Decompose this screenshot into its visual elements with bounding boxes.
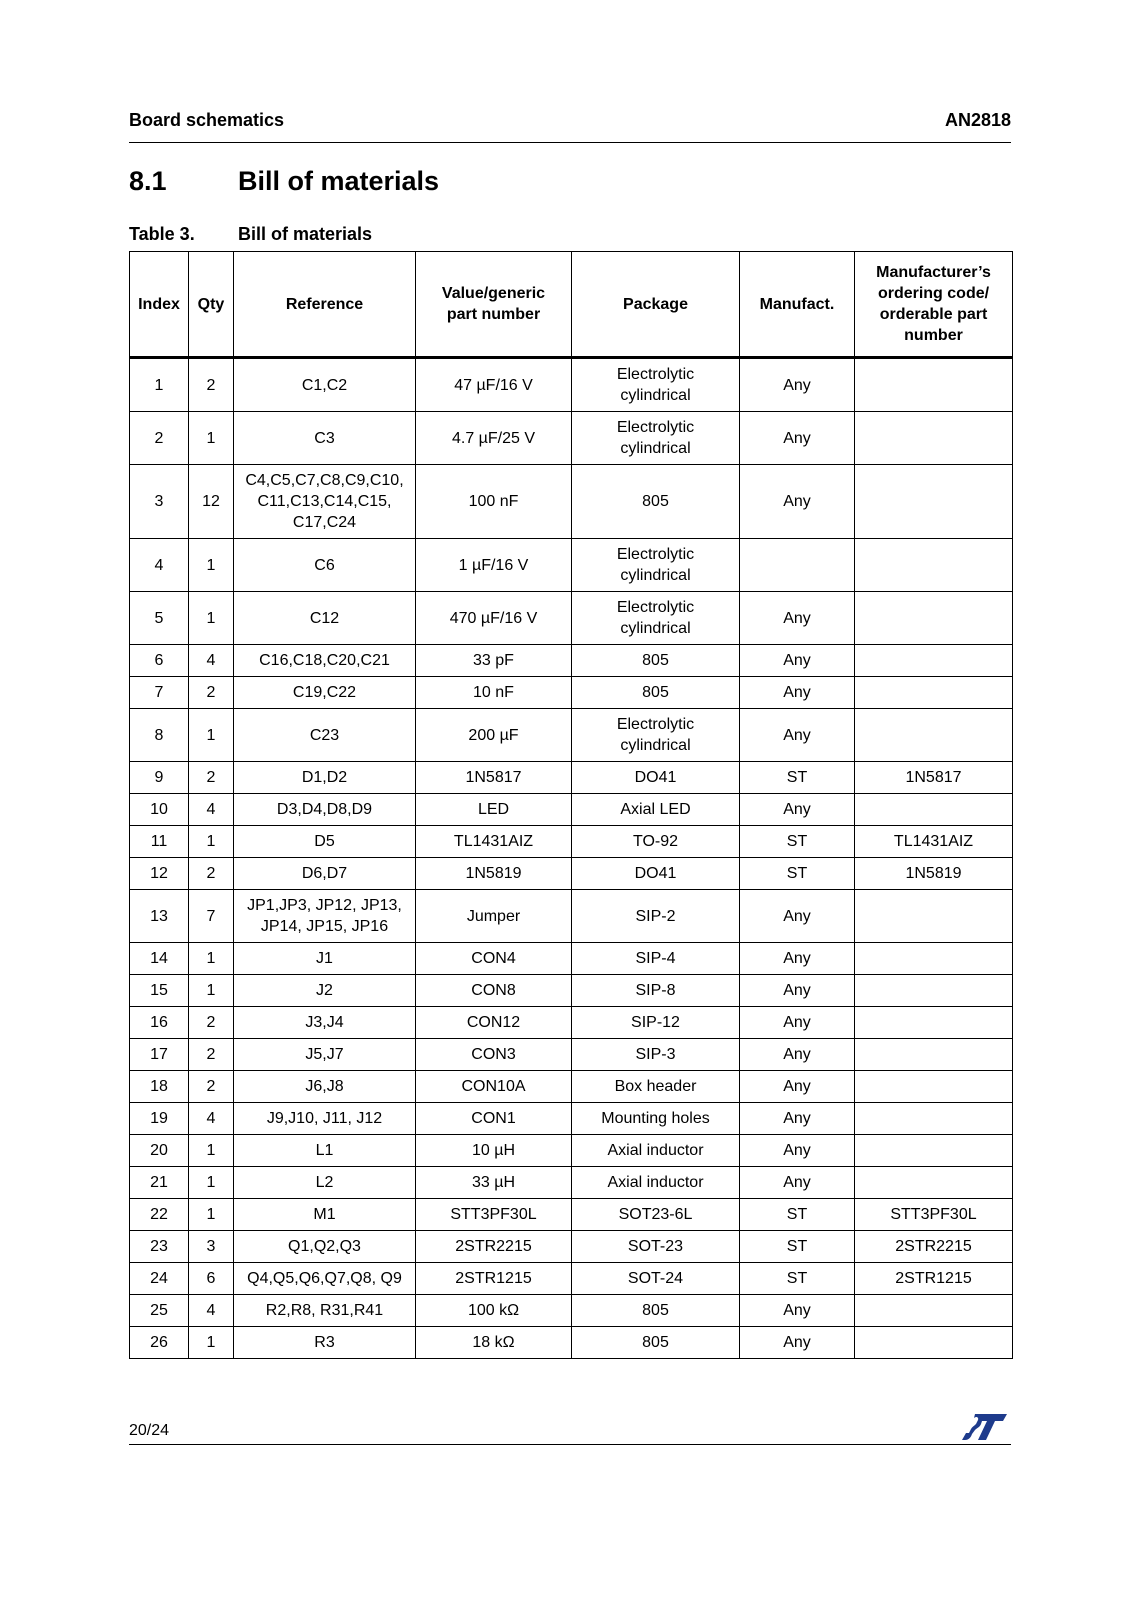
table-cell: C23 <box>234 709 416 762</box>
table-caption <box>129 224 372 245</box>
table-cell: J5,J7 <box>234 1039 416 1071</box>
table-cell <box>855 1327 1013 1359</box>
table-cell: 12 <box>130 858 189 890</box>
table-cell: 16 <box>130 1007 189 1039</box>
header-section-name: Board schematics <box>129 110 285 130</box>
table-cell: 2 <box>130 412 189 465</box>
table-cell: Q1,Q2,Q3 <box>234 1231 416 1263</box>
table-cell: 17 <box>130 1039 189 1071</box>
table-cell: CON3 <box>416 1039 572 1071</box>
table-cell: 25 <box>130 1295 189 1327</box>
table-cell: 7 <box>130 677 189 709</box>
column-header: Index <box>130 252 189 358</box>
table-cell: 23 <box>130 1231 189 1263</box>
table-cell: D6,D7 <box>234 858 416 890</box>
table-cell: 10 <box>130 794 189 826</box>
table-cell: 33 µH <box>416 1167 572 1199</box>
table-cell <box>855 1071 1013 1103</box>
table-cell: 1 <box>189 1327 234 1359</box>
table-cell: CON1 <box>416 1103 572 1135</box>
table-cell: J2 <box>234 975 416 1007</box>
table-cell: Electrolytic cylindrical <box>572 592 740 645</box>
table-cell: Electrolytic cylindrical <box>572 709 740 762</box>
table-cell: J1 <box>234 943 416 975</box>
column-header: Value/generic part number <box>416 252 572 358</box>
table-row <box>130 943 1013 975</box>
table-cell: Q4,Q5,Q6,Q7,Q8, Q9 <box>234 1263 416 1295</box>
table-cell <box>855 1135 1013 1167</box>
table-cell: 1 <box>189 539 234 592</box>
table-cell: CON12 <box>416 1007 572 1039</box>
table-row <box>130 1231 1013 1263</box>
table-row <box>130 1103 1013 1135</box>
table-cell: 8 <box>130 709 189 762</box>
table-cell: STT3PF30L <box>416 1199 572 1231</box>
table-cell: SOT23-6L <box>572 1199 740 1231</box>
table-cell: CON4 <box>416 943 572 975</box>
table-cell: 47 µF/16 V <box>416 358 572 412</box>
table-cell: L2 <box>234 1167 416 1199</box>
table-cell: 1 <box>189 1135 234 1167</box>
table-cell: Axial inductor <box>572 1135 740 1167</box>
table-cell <box>855 1167 1013 1199</box>
table-cell: 100 nF <box>416 465 572 539</box>
table-cell: LED <box>416 794 572 826</box>
table-row <box>130 1007 1013 1039</box>
table-cell: 11 <box>130 826 189 858</box>
table-cell: 13 <box>130 890 189 943</box>
table-cell: 2STR2215 <box>855 1231 1013 1263</box>
table-cell: L1 <box>234 1135 416 1167</box>
table-cell: 805 <box>572 465 740 539</box>
table-cell <box>855 1039 1013 1071</box>
table-cell: TO-92 <box>572 826 740 858</box>
table-cell <box>855 412 1013 465</box>
table-cell: 805 <box>572 1327 740 1359</box>
table-cell: 22 <box>130 1199 189 1231</box>
table-cell: SIP-4 <box>572 943 740 975</box>
table-cell: 18 <box>130 1071 189 1103</box>
table-cell: 2 <box>189 1039 234 1071</box>
table-cell: 3 <box>130 465 189 539</box>
table-cell: 18 kΩ <box>416 1327 572 1359</box>
table-cell: 1N5819 <box>855 858 1013 890</box>
table-cell: C6 <box>234 539 416 592</box>
table-cell <box>855 539 1013 592</box>
table-caption-title: Bill of materials <box>238 224 373 244</box>
table-cell: J3,J4 <box>234 1007 416 1039</box>
table-row <box>130 412 1013 465</box>
table-cell: C3 <box>234 412 416 465</box>
table-cell <box>855 975 1013 1007</box>
table-row <box>130 677 1013 709</box>
table-cell: 3 <box>189 1231 234 1263</box>
table-cell: C4,C5,C7,C8,C9,C10, C11,C13,C14,C15, C17,C24 <box>234 465 416 539</box>
table-cell: Any <box>740 465 855 539</box>
table-row <box>130 975 1013 1007</box>
table-cell: Any <box>740 1071 855 1103</box>
table-cell: D1,D2 <box>234 762 416 794</box>
table-cell: ST <box>740 826 855 858</box>
table-row <box>130 1071 1013 1103</box>
table-row <box>130 794 1013 826</box>
table-cell: 4 <box>189 1295 234 1327</box>
table-cell: J9,J10, J11, J12 <box>234 1103 416 1135</box>
table-cell: J6,J8 <box>234 1071 416 1103</box>
table-cell: 1 <box>189 592 234 645</box>
table-row <box>130 539 1013 592</box>
table-cell: Any <box>740 1327 855 1359</box>
table-cell: 4 <box>130 539 189 592</box>
table-cell: C12 <box>234 592 416 645</box>
table-cell: 1 <box>189 412 234 465</box>
table-cell: Mounting holes <box>572 1103 740 1135</box>
table-cell: Axial LED <box>572 794 740 826</box>
table-cell: Electrolytic cylindrical <box>572 412 740 465</box>
table-cell: 1 µF/16 V <box>416 539 572 592</box>
table-cell: Any <box>740 645 855 677</box>
table-cell: 1N5817 <box>416 762 572 794</box>
table-cell: SOT-24 <box>572 1263 740 1295</box>
table-row <box>130 858 1013 890</box>
table-cell: 2 <box>189 762 234 794</box>
table-cell: Axial inductor <box>572 1167 740 1199</box>
table-cell: Any <box>740 1295 855 1327</box>
table-cell <box>855 592 1013 645</box>
table-cell: D3,D4,D8,D9 <box>234 794 416 826</box>
table-cell: Electrolytic cylindrical <box>572 358 740 412</box>
table-cell <box>855 1103 1013 1135</box>
table-cell: 2STR1215 <box>416 1263 572 1295</box>
table-row <box>130 1327 1013 1359</box>
table-cell <box>855 465 1013 539</box>
table-cell <box>855 1007 1013 1039</box>
table-cell <box>855 645 1013 677</box>
table-cell: Any <box>740 358 855 412</box>
section-title: Bill of materials <box>238 166 440 196</box>
table-cell: 33 pF <box>416 645 572 677</box>
table-cell: TL1431AIZ <box>855 826 1013 858</box>
table-row <box>130 1167 1013 1199</box>
table-cell: 19 <box>130 1103 189 1135</box>
bom-table-body <box>130 358 1013 1359</box>
table-row <box>130 762 1013 794</box>
table-cell: C16,C18,C20,C21 <box>234 645 416 677</box>
header-doc-id: AN2818 <box>944 110 1011 130</box>
table-cell: D5 <box>234 826 416 858</box>
table-cell: CON10A <box>416 1071 572 1103</box>
table-row <box>130 592 1013 645</box>
table-cell: 4.7 µF/25 V <box>416 412 572 465</box>
table-cell: 470 µF/16 V <box>416 592 572 645</box>
bom-table-header <box>130 252 1013 358</box>
table-row <box>130 1263 1013 1295</box>
table-cell: 2STR1215 <box>855 1263 1013 1295</box>
table-cell: Any <box>740 890 855 943</box>
table-cell: 10 nF <box>416 677 572 709</box>
table-cell: 4 <box>189 794 234 826</box>
table-cell: ST <box>740 1263 855 1295</box>
table-cell: 5 <box>130 592 189 645</box>
column-header: Reference <box>234 252 416 358</box>
table-cell: Any <box>740 975 855 1007</box>
table-row <box>130 890 1013 943</box>
table-cell: ST <box>740 1199 855 1231</box>
column-header: Manufact. <box>740 252 855 358</box>
table-cell: 1N5817 <box>855 762 1013 794</box>
page-number: 20/24 <box>129 1422 170 1439</box>
table-cell: Any <box>740 412 855 465</box>
table-cell: 100 kΩ <box>416 1295 572 1327</box>
table-cell: JP1,JP3, JP12, JP13, JP14, JP15, JP16 <box>234 890 416 943</box>
table-cell: ST <box>740 762 855 794</box>
table-cell: 805 <box>572 645 740 677</box>
table-row <box>130 645 1013 677</box>
table-cell: 15 <box>130 975 189 1007</box>
table-cell: 12 <box>189 465 234 539</box>
table-row <box>130 1295 1013 1327</box>
st-logo-icon <box>961 1412 1009 1442</box>
table-cell: 200 µF <box>416 709 572 762</box>
table-cell: 24 <box>130 1263 189 1295</box>
table-cell <box>855 677 1013 709</box>
table-cell: R2,R8, R31,R41 <box>234 1295 416 1327</box>
table-cell: 1 <box>189 1199 234 1231</box>
table-cell: SIP-8 <box>572 975 740 1007</box>
table-cell: 6 <box>189 1263 234 1295</box>
table-cell: C1,C2 <box>234 358 416 412</box>
table-cell: 4 <box>189 645 234 677</box>
bom-table <box>129 251 1013 1359</box>
table-cell: DO41 <box>572 762 740 794</box>
table-cell: 2STR2215 <box>416 1231 572 1263</box>
table-cell: SIP-3 <box>572 1039 740 1071</box>
page-footer <box>129 1418 1011 1445</box>
table-cell <box>855 1295 1013 1327</box>
table-row <box>130 1039 1013 1071</box>
table-cell: Jumper <box>416 890 572 943</box>
table-cell: 1 <box>189 975 234 1007</box>
column-header: Qty <box>189 252 234 358</box>
table-cell: STT3PF30L <box>855 1199 1013 1231</box>
table-cell <box>855 709 1013 762</box>
table-cell: 1N5819 <box>416 858 572 890</box>
table-cell <box>855 794 1013 826</box>
table-cell: DO41 <box>572 858 740 890</box>
table-cell: SOT-23 <box>572 1231 740 1263</box>
table-cell: 2 <box>189 1007 234 1039</box>
column-header: Manufacturer’s ordering code/ orderable part number <box>855 252 1013 358</box>
table-cell: Any <box>740 592 855 645</box>
table-cell: 21 <box>130 1167 189 1199</box>
table-cell: Any <box>740 1167 855 1199</box>
section-number: 8.1 <box>129 166 167 196</box>
table-cell: 26 <box>130 1327 189 1359</box>
table-cell: ST <box>740 858 855 890</box>
table-cell: Electrolytic cylindrical <box>572 539 740 592</box>
table-caption-number: Table 3. <box>129 224 195 244</box>
table-cell: R3 <box>234 1327 416 1359</box>
table-cell: 6 <box>130 645 189 677</box>
table-cell: 1 <box>189 1167 234 1199</box>
table-row <box>130 465 1013 539</box>
table-cell: 1 <box>189 826 234 858</box>
table-cell: ST <box>740 1231 855 1263</box>
table-cell: SIP-2 <box>572 890 740 943</box>
table-cell: 2 <box>189 1071 234 1103</box>
table-cell: CON8 <box>416 975 572 1007</box>
table-cell: 7 <box>189 890 234 943</box>
table-cell: M1 <box>234 1199 416 1231</box>
table-cell: Any <box>740 1103 855 1135</box>
table-row <box>130 358 1013 412</box>
table-cell: Any <box>740 1135 855 1167</box>
table-cell: Any <box>740 943 855 975</box>
table-cell: 10 µH <box>416 1135 572 1167</box>
table-cell <box>740 539 855 592</box>
table-cell: Box header <box>572 1071 740 1103</box>
table-cell: 1 <box>130 358 189 412</box>
table-cell: 2 <box>189 358 234 412</box>
column-header: Package <box>572 252 740 358</box>
table-cell: Any <box>740 709 855 762</box>
table-cell: 4 <box>189 1103 234 1135</box>
table-cell <box>855 943 1013 975</box>
table-cell: 9 <box>130 762 189 794</box>
table-cell: 20 <box>130 1135 189 1167</box>
table-row <box>130 1135 1013 1167</box>
table-cell: 805 <box>572 1295 740 1327</box>
table-cell: 2 <box>189 858 234 890</box>
table-cell: 1 <box>189 709 234 762</box>
section-heading <box>129 166 439 197</box>
table-cell: Any <box>740 1039 855 1071</box>
table-row <box>130 709 1013 762</box>
table-cell: Any <box>740 1007 855 1039</box>
table-cell <box>855 890 1013 943</box>
page-header <box>129 110 1011 143</box>
table-cell: 14 <box>130 943 189 975</box>
table-cell: Any <box>740 794 855 826</box>
table-cell: 2 <box>189 677 234 709</box>
table-cell: C19,C22 <box>234 677 416 709</box>
table-cell <box>855 358 1013 412</box>
table-cell: 1 <box>189 943 234 975</box>
table-cell: TL1431AIZ <box>416 826 572 858</box>
table-row <box>130 826 1013 858</box>
table-cell: 805 <box>572 677 740 709</box>
table-cell: SIP-12 <box>572 1007 740 1039</box>
table-row <box>130 1199 1013 1231</box>
table-cell: Any <box>740 677 855 709</box>
